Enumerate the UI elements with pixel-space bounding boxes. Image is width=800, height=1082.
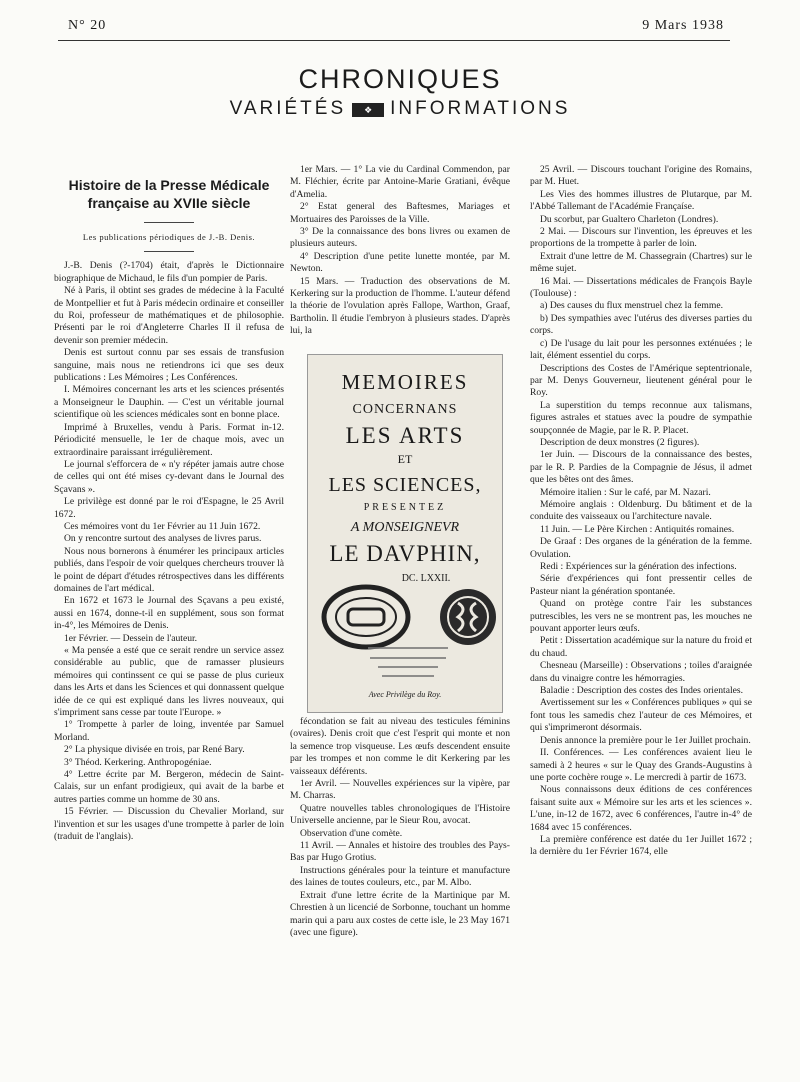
tp-line-4: ET xyxy=(397,452,413,466)
paragraph: Le privilège est donné par le roi d'Espagne, le 25 Avril 1672. xyxy=(54,496,284,520)
paragraph: 1° Trompette à parler de loing, inventée par Samuel Morland. xyxy=(54,719,284,743)
paragraph: Observation d'une comète. xyxy=(300,827,403,839)
tp-line-9: DC. LXXII. xyxy=(401,573,451,584)
paragraph: Quand on protège contre l'air les substances putrescibles, les vers ne se montrent pas, les mouches ne pouvant apporter leurs œufs. xyxy=(530,598,752,635)
paragraph: Né à Paris, il obtint ses grades de médecine à la Faculté de Montpellier et fut à Paris médecin ordinaire et conseiller du Roi, professeur de mathématiques et de philosophie. Présenti par le roi d'Angleterre Charles II il refusa de devenir son premier médecin. xyxy=(54,285,284,346)
article-title: Histoire de la Presse Médicale française au XVIIe siècle xyxy=(68,177,270,211)
paragraph: Le journal s'efforcera de « n'y répéter jamais autre chose de celles qui ont été mises cy-devant dans le Journal des Sçavans ». xyxy=(54,458,284,495)
paragraph: La superstition du temps reconnue aux talismans, figures astrales et statues avec la poudre de sympathie soupçonnée de Magie, par le R. P. Placet. xyxy=(530,399,752,436)
seal-stamp-icon xyxy=(440,589,496,645)
paragraph: Description de deux monstres (2 figures). xyxy=(540,436,700,448)
issue-date: 9 Mars 1938 xyxy=(642,18,724,33)
paragraph: On y rencontre surtout des analyses de livres parus. xyxy=(64,533,262,545)
paragraph: 3° Théod. Kerkering. Anthropogéniae. xyxy=(64,756,212,768)
paragraph: 1er Mars. — 1° La vie du Cardinal Commendon, par M. Fléchier, écrite par Antoine-Marie Gratiani, évêque d'Amelia. xyxy=(290,164,510,200)
paragraph: Mémoire italien : Sur le café, par M. Nazari. xyxy=(540,486,711,498)
paragraph: « Ma pensée a esté que ce serait rendre un service assez considérable au public, que de ramasser plusieurs mémoires qui continssent ce qui se passe de plus curieux dans les Arts et dans les Sciences et qui donnassent quelque idée de ce qui est expliqué dans les livres nouveaux, qui s'impriment sans cesse par toute l'Europe. » xyxy=(54,645,284,719)
column-1-text xyxy=(54,260,284,843)
paragraph: Denis est surtout connu par ses essais de transfusion sanguine, mais nous ne retiendrons ici que ses deux publications : Les Mémoires ; Les Conférences. xyxy=(54,347,284,384)
column-1 xyxy=(54,176,284,844)
paragraph: Les Vies des hommes illustres de Plutarque, par M. l'Abbé Tallemant de l'Académie Françaíse. xyxy=(530,188,752,213)
paragraph: 1er Juin. — Discours de la connaissance des bestes, par le R. P. Pardies de la Compagnie de Jésus, il admet que les bêtes ont des âmes. xyxy=(530,449,752,486)
paragraph: Ces mémoires vont du 1er Février au 11 Juin 1672. xyxy=(64,520,261,532)
paragraph: En 1672 et 1673 le Journal des Sçavans a peu existé, aussi en 1674, donne-t-il en supplément, sous son format in-4°, les Mémoires de Denis. xyxy=(54,595,284,632)
tp-line-1: MEMOIRES xyxy=(341,370,469,394)
masthead-left: VARIÉTÉS xyxy=(229,98,347,119)
tp-line-8: LE DAVPHIN, xyxy=(329,541,481,566)
paragraph: De Graaf : Des organes de la génération de la femme. Ovulation. xyxy=(530,536,752,560)
paragraph: J.-B. Denis (?-1704) était, d'après le Dictionnaire biographique de Michaud, le fils d'un pompier de Paris. xyxy=(54,260,284,284)
paragraph: 11 Avril. — Annales et histoire des troubles des Pays-Bas par Hugo Grotius. xyxy=(290,840,510,864)
paragraph: Denis annonce la première pour le 1er Juillet prochain. xyxy=(540,734,751,746)
paragraph: Baladie : Description des costes des Indes orientales. xyxy=(540,685,744,697)
paragraph: Mémoire anglais : Oldenburg. Du bâtiment et de la conduite des vaisseaux ou l'architecture navale. xyxy=(530,498,752,523)
masthead-title: CHRONIQUES xyxy=(298,64,502,94)
paragraph: Extrait d'une lettre de M. Chassegrain (Chartres) sur le même sujet. xyxy=(530,250,752,275)
paragraph: Imprimé à Bruxelles, vendu à Paris. Format in-12. Périodicité mensuelle, le 1er de chaque mois, avec un extraordinaire paraissant irrégulièrement. xyxy=(54,421,284,458)
paragraph: a) Des causes du flux menstruel chez la femme. xyxy=(540,300,724,312)
tp-line-7: A MONSEIGNEVR xyxy=(350,520,460,535)
paragraph: b) Des sympathies avec l'utérus des diverses parties du corps. xyxy=(530,312,752,337)
title-page-image xyxy=(307,354,503,713)
paragraph: 1er Avril. — Nouvelles expériences sur la vipère, par M. Charras. xyxy=(290,778,510,802)
paragraph: c) De l'usage du lait pour les personnes exténuées ; le lait, élément essentiel du corps. xyxy=(530,337,752,362)
paragraph: Série d'expériences qui font pressentir celles de Pasteur niant la génération spontanée. xyxy=(530,573,752,597)
paragraph: Nous connaissons deux éditions de ces conférences faisant suite aux « Mémoire sur les arts et les sciences ». L'une, in-12 de 1672, avec 6 conférences, l'autre in-4° de 1684 avec 15 conférences. xyxy=(530,784,752,833)
subtitle-rule xyxy=(144,251,194,252)
paragraph: II. Conférences. — Les conférences avaient lieu le samedi à 2 heures « sur le Quay des Grands-Augustins à une porte cochère rouge ». Le mercredi à partir de 1673. xyxy=(530,747,752,783)
masthead-subtitle xyxy=(0,98,800,120)
paragraph: Petit : Dissertation académique sur la nature du froid et du chaud. xyxy=(530,635,752,659)
masthead-ornament: ❖ xyxy=(352,103,384,117)
header-rule xyxy=(58,40,730,41)
masthead-right: INFORMATIONS xyxy=(390,98,571,119)
tp-line-5: LES SCIENCES, xyxy=(328,474,482,496)
paragraph: 2° La physique divisée en trois, par René Bary. xyxy=(64,744,245,756)
page-number: N° 20 xyxy=(68,18,107,33)
paragraph: 15 Mars. — Traduction des observations de M. Kerkering sur la production de l'homme. L'auteur défend la théorie de l'ovulation après Fallope, Warthon, Graaf, Bartholin. Il étudie l'embryon à plusieurs stades. D'après lui, la xyxy=(290,275,510,337)
column-2-bottom xyxy=(290,716,510,939)
paragraph: Quatre nouvelles tables chronologiques de l'Histoire Universelle ancienne, par le Sieur Rou, avocat. xyxy=(290,802,510,827)
paragraph: 2 Mai. — Discours sur l'invention, les épreuves et les proportions de la trompette à parler de loin. xyxy=(530,226,752,250)
paragraph: I. Mémoires concernant les arts et les sciences présentés a Monseigneur le Dauphin. — C'est un véritable journal scientifique où les sciences médicales sont en bonne place. xyxy=(54,384,284,421)
paragraph: Descriptions des Costes de l'Amérique septentrionale, par M. Denys Gouverneur, lieutenent général pour le Roy. xyxy=(530,362,752,399)
article-subtitle: Les publications périodiques de J.-B. Denis. xyxy=(82,232,256,242)
paragraph: 1er Février. — Dessein de l'auteur. xyxy=(64,632,198,644)
paragraph: Instructions générales pour la teinture et manufacture des laines de toutes couleurs, etc., par M. Albo. xyxy=(290,864,510,889)
tp-line-6: PRESENTEZ xyxy=(363,502,447,513)
paragraph: Redi : Expériences sur la génération des infections. xyxy=(540,561,737,572)
column-3 xyxy=(530,164,752,859)
paragraph: Chesneau (Marseille) : Observations ; toiles d'araignée dans du vinaigre contre les hémorragies. xyxy=(530,660,752,684)
paragraph: 15 Février. — Discussion du Chevalier Morland, sur l'invention et sur les usages d'une trompette à parler de loin (traduit de l'anglais). xyxy=(54,806,284,843)
paragraph: Avertissement sur les « Conférences publiques » qui se font tous les samedis chez l'auteur de ces Mémoires, et qui s'imprimeront désormais. xyxy=(530,697,752,734)
paragraph: 4° Lettre écrite par M. Bergeron, médecin de Saint-Calais, sur un enfant prodigieux, qui avait de la barbe et autres parties comme un homme de 30 ans. xyxy=(54,769,284,805)
paragraph: Extrait d'une lettre écrite de la Martinique par M. Chrestien à un licencié de Sorbonne, touchant un homme marin qui a paru aux costes de cette isle, le 23 May 1671 (avec une figure). xyxy=(290,889,510,938)
tp-line-2: CONCERNANS xyxy=(352,402,458,417)
paragraph: 3° De la connaissance des bons livres ou examen de plusieurs auteurs. xyxy=(290,226,510,250)
paragraph: 16 Mai. — Dissertations médicales de François Bayle (Toulouse) : xyxy=(530,275,752,300)
paragraph: 4° Description d'une petite lunette montée, par M. Newton. xyxy=(290,250,510,275)
paragraph: Du scorbut, par Gualtero Charleton (Londres). xyxy=(540,213,719,225)
paragraph: 2° Estat general des Baftesmes, Mariages et Mortuaires des Paroisses de la Ville. xyxy=(290,201,510,225)
paragraph: fécondation se fait au niveau des testicules féminins (ovaires). Denis croit que c'est l'esprit qui monte et non la semence trop visqueuse. Les œufs descendent ensuite par les trompes et non comme le dit Kerkering par les vaisseaux déférents. xyxy=(290,716,510,777)
paragraph: La première conférence est datée du 1er Juillet 1672 ; la dernière du 1er Février 1674, elle xyxy=(530,833,752,858)
tp-line-3: LES ARTS xyxy=(345,423,465,448)
paragraph: Nous nous bornerons à énumérer les principaux articles publiés, dans l'espoir de voir quelques chercheurs trouver là le point de départ d'études rétrospectives dans les différents domaines de l'art médical. xyxy=(54,545,284,594)
paragraph: 25 Avril. — Discours touchant l'origine des Romains, par M. Huet. xyxy=(530,164,752,188)
column-2-top xyxy=(290,164,510,338)
paragraph: 11 Juin. — Le Père Kirchen : Antiquités romaines. xyxy=(540,523,735,535)
title-rule xyxy=(144,222,194,223)
tp-line-10: Avec Privilège du Roy. xyxy=(368,690,442,699)
